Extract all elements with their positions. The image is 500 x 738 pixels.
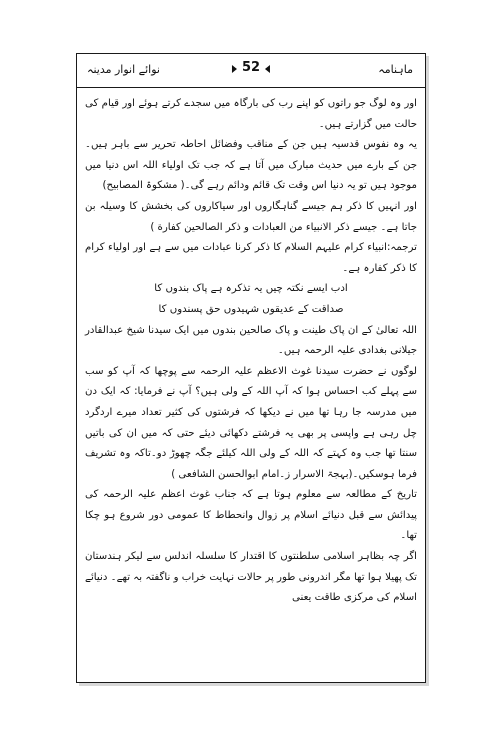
paragraph: اللہ تعالیٰ کے ان پاک طینت و پاک صالحین بندوں میں ایک سیدنا شیخ عبدالقادر جیلانی بغدادی علیہ الرحمہ ہیں۔ <box>85 324 417 357</box>
paragraph: یہ وہ نفوس قدسیہ ہیں جن کے مناقب وفضائل احاطہ تحریر سے باہر ہیں۔جن کے بارے میں حدیث مبارک میں آتا ہے کہ جب تک اولیاء اللہ اس دنیا میں موجود ہیں تو یہ دنیا اس وقت تک قائم ودائم رہے گی۔( مشکوۃ المصابیح) <box>85 139 417 192</box>
verse-line: ادب ایسے نکتہ چیں یہ تذکرہ ہے پاک بندوں کا <box>154 283 348 295</box>
paragraph: ترجمہ:انبیاء کرام علیہم السلام کا ذکر کرنا عبادات میں سے ہے اور اولیاء کرام کا ذکر کفارہ ہے۔ <box>85 242 417 274</box>
page-header <box>77 54 425 88</box>
paragraph: اگر چہ بظاہر اسلامی سلطنتوں کا اقتدار کا سلسلہ اندلس سے لیکر ہندستان تک پھیلا ہوا تھا مگر اندرونی طور پر حالات نہایت خراب و ناگفتہ بہ تھے۔ دنیائے اسلام کی مرکزی طاقت یعنی <box>85 551 417 604</box>
paragraph: تاریخ کے مطالعہ سے معلوم ہوتا ہے کہ جناب غوث اعظم علیہ الرحمہ کی پیدائش سے قبل دنیائے اسلام پر زوال وانحطاط کا عمومی دور شروع ہو چکا تھا۔ <box>85 489 417 542</box>
verse-line: صداقت کے عدیقوں شہیدوں حق پسندوں کا <box>158 303 344 315</box>
page-frame <box>76 53 426 683</box>
issue-label: ماہنامہ <box>378 63 413 76</box>
paragraph: اور وہ لوگ جو راتوں کو اپنے رب کی بارگاہ میں سجدے کرتے ہوئے اور قیام کی حالت میں گزارتے ہیں۔ <box>85 98 417 130</box>
page-number: 52 <box>236 60 266 75</box>
magazine-name: نوائے انوار مدینہ <box>87 63 160 76</box>
paragraph: لوگوں نے حضرت سیدنا غوث الاعظم علیہ الرحمہ سے پوچھا کہ آپ کو سب سے پہلے کب احساس ہوا کہ آپ اللہ کے ولی ہیں؟ آپ نے فرمایا: کہ ایک دن میں مدرسہ جا رہا تھا میں نے دیکھا کہ فرشتوں کی کثیر تعداد میرے اردگرد چل رہی ہے واپسی پر بھی یہ فرشتے دکھائی دیئے حتی کہ میں ان کی باتیں سنتا تھا جب وہ کہتے کہ اللہ کے ولی اللہ کیلئے جگہ چھوڑ دو۔تاکہ وہ تشریف فرما ہوسکیں۔(بہجۃ الاسرار ز۔امام ابوالحسن الشافعی ) <box>85 365 417 480</box>
paragraph: اور انہیں کا ذکر ہم جیسے گناہگاروں اور سیاکاروں کی بخشش کا وسیلہ بن جاتا ہے۔ جیسے ذکر الانبیاء من العبادات و ذکر الصالحین کفارة ) <box>85 200 417 233</box>
article-body <box>85 94 417 609</box>
